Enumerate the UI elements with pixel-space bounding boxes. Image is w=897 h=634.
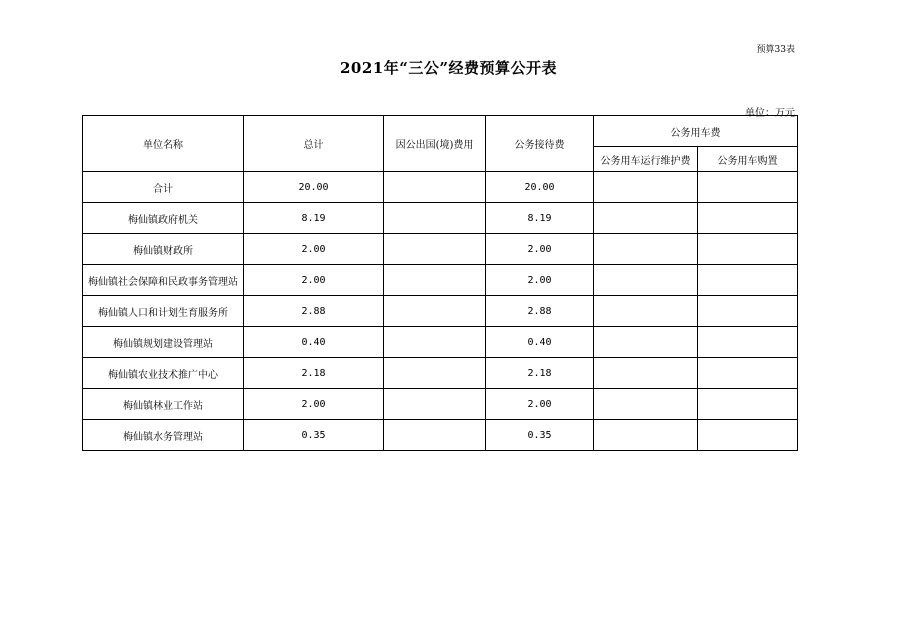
cell-abroad — [384, 296, 486, 327]
cell-reception: 0.40 — [486, 327, 594, 358]
cell-total: 2.88 — [244, 296, 384, 327]
header-vehicle-operation: 公务用车运行维护费 — [594, 147, 698, 172]
cell-unit-name: 梅仙镇财政所 — [83, 234, 244, 265]
cell-vehicle-operation — [594, 296, 698, 327]
header-vehicle-group: 公务用车费 — [594, 116, 798, 147]
cell-unit-name: 梅仙镇林业工作站 — [83, 389, 244, 420]
cell-reception: 0.35 — [486, 420, 594, 451]
cell-reception: 2.00 — [486, 265, 594, 296]
cell-vehicle-purchase — [698, 203, 798, 234]
cell-vehicle-purchase — [698, 327, 798, 358]
cell-reception: 2.00 — [486, 234, 594, 265]
cell-total: 20.00 — [244, 172, 384, 203]
cell-abroad — [384, 265, 486, 296]
header-total: 总计 — [244, 116, 384, 172]
cell-total: 0.35 — [244, 420, 384, 451]
cell-vehicle-operation — [594, 420, 698, 451]
cell-unit-name: 合计 — [83, 172, 244, 203]
cell-total: 2.00 — [244, 234, 384, 265]
cell-vehicle-purchase — [698, 420, 798, 451]
cell-vehicle-purchase — [698, 389, 798, 420]
cell-vehicle-operation — [594, 265, 698, 296]
table-row — [83, 265, 798, 296]
cell-abroad — [384, 420, 486, 451]
cell-vehicle-purchase — [698, 265, 798, 296]
cell-vehicle-purchase — [698, 172, 798, 203]
cell-unit-name: 梅仙镇社会保障和民政事务管理站 — [83, 265, 244, 296]
page-title: 2021年“三公”经费预算公开表 — [339, 59, 557, 77]
cell-reception: 20.00 — [486, 172, 594, 203]
cell-total: 2.00 — [244, 389, 384, 420]
cell-total: 2.00 — [244, 265, 384, 296]
table-row — [83, 420, 798, 451]
cell-unit-name: 梅仙镇水务管理站 — [83, 420, 244, 451]
cell-vehicle-operation — [594, 327, 698, 358]
header-vehicle-purchase: 公务用车购置 — [698, 147, 798, 172]
cell-abroad — [384, 358, 486, 389]
table-row — [83, 389, 798, 420]
cell-reception: 2.88 — [486, 296, 594, 327]
table-row — [83, 203, 798, 234]
table-row — [83, 327, 798, 358]
header-abroad: 因公出国(境)费用 — [384, 116, 486, 172]
budget-table — [82, 115, 798, 451]
cell-vehicle-operation — [594, 172, 698, 203]
cell-reception: 8.19 — [486, 203, 594, 234]
cell-unit-name: 梅仙镇政府机关 — [83, 203, 244, 234]
cell-vehicle-operation — [594, 389, 698, 420]
cell-vehicle-purchase — [698, 358, 798, 389]
cell-total: 8.19 — [244, 203, 384, 234]
table-row — [83, 358, 798, 389]
table-header-row — [83, 116, 798, 147]
cell-abroad — [384, 389, 486, 420]
cell-abroad — [384, 203, 486, 234]
header-reception: 公务接待费 — [486, 116, 594, 172]
cell-unit-name: 梅仙镇农业技术推广中心 — [83, 358, 244, 389]
cell-abroad — [384, 327, 486, 358]
cell-unit-name: 梅仙镇规划建设管理站 — [83, 327, 244, 358]
table-row — [83, 172, 798, 203]
cell-vehicle-operation — [594, 234, 698, 265]
cell-vehicle-purchase — [698, 296, 798, 327]
table-row — [83, 234, 798, 265]
cell-vehicle-purchase — [698, 234, 798, 265]
cell-unit-name: 梅仙镇人口和计划生育服务所 — [83, 296, 244, 327]
unit-label: 单位：万元 — [745, 108, 795, 119]
form-number: 预算33表 — [756, 45, 795, 55]
cell-abroad — [384, 172, 486, 203]
cell-total: 0.40 — [244, 327, 384, 358]
cell-reception: 2.00 — [486, 389, 594, 420]
cell-vehicle-operation — [594, 358, 698, 389]
cell-reception: 2.18 — [486, 358, 594, 389]
cell-vehicle-operation — [594, 203, 698, 234]
table-row — [83, 296, 798, 327]
header-unit-name: 单位名称 — [83, 116, 244, 172]
cell-total: 2.18 — [244, 358, 384, 389]
cell-abroad — [384, 234, 486, 265]
